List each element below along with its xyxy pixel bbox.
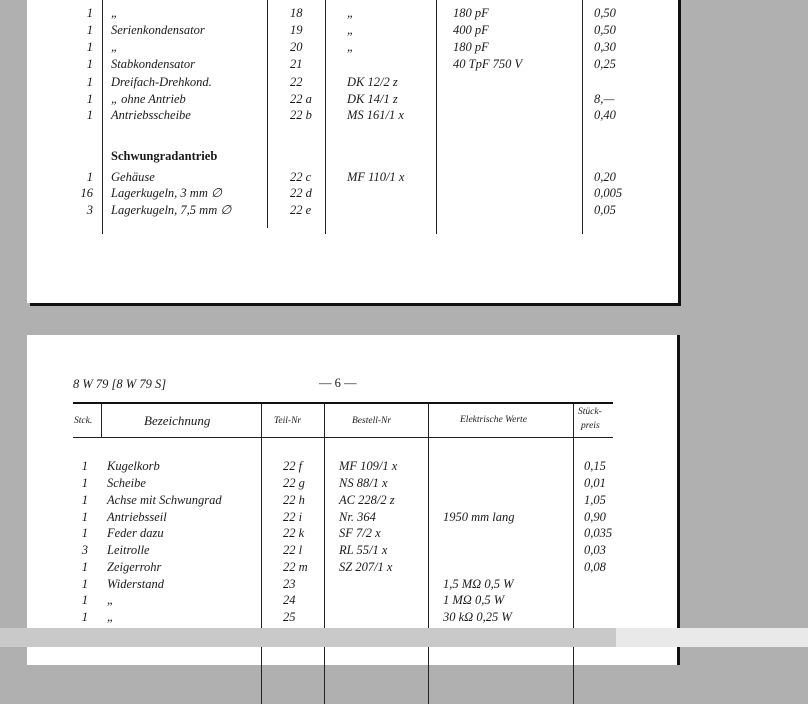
cell-elektrische-werte: 180 pF <box>453 40 489 54</box>
cell-stueckpreis: 0,50 <box>594 6 616 20</box>
cell-qty: 1 <box>86 92 93 106</box>
cell-bestell-nr: Nr. 364 <box>339 510 376 524</box>
cell-teil-nr: 22 e <box>290 203 312 217</box>
cell-stueckpreis: 0,40 <box>594 108 616 122</box>
cell-bestell-nr: MF 109/1 x <box>339 459 398 473</box>
cell-bezeichnung: Antriebsscheibe <box>111 108 191 122</box>
col-header-elektrische-werte: Elektrische Werte <box>460 415 527 425</box>
table-header-rule <box>73 437 613 438</box>
cell-qty: 1 <box>86 23 93 37</box>
cell-elektrische-werte: 30 kΩ 0,25 W <box>443 610 512 624</box>
col-header-bezeichnung: Bezeichnung <box>144 413 211 428</box>
cell-bestell-nr: RL 55/1 x <box>339 543 388 557</box>
cell-teil-nr: 22 f <box>283 459 303 473</box>
cell-qty: 3 <box>86 203 93 217</box>
cell-qty: 16 <box>80 186 93 200</box>
cell-qty: 1 <box>86 75 93 89</box>
cell-bezeichnung: Feder dazu <box>107 526 164 540</box>
cell-teil-nr: 22 g <box>283 476 305 490</box>
cell-bezeichnung: „ <box>111 6 118 20</box>
column-divider <box>573 404 574 704</box>
cell-teil-nr: 22 c <box>290 170 312 184</box>
cell-teil-nr: 22 a <box>290 92 312 106</box>
cell-elektrische-werte: 1 MΩ 0,5 W <box>443 593 505 607</box>
cell-teil-nr: 20 <box>290 40 303 54</box>
cell-qty: 1 <box>81 560 88 574</box>
cell-bestell-nr: „ <box>347 23 354 37</box>
cell-bezeichnung: Leitrolle <box>107 543 150 557</box>
cell-teil-nr: 23 <box>283 577 296 591</box>
cell-bezeichnung: Serienkondensator <box>111 23 205 37</box>
cell-bezeichnung: Widerstand <box>107 577 164 591</box>
cell-bezeichnung: Kugelkorb <box>107 459 160 473</box>
cell-stueckpreis: 0,005 <box>594 186 623 200</box>
col-header-bestell-nr: Bestell-Nr <box>352 416 392 426</box>
cell-bestell-nr: NS 88/1 x <box>339 476 388 490</box>
column-divider <box>325 0 326 234</box>
cell-qty: 1 <box>86 57 93 71</box>
cell-bestell-nr: „ <box>347 40 354 54</box>
document-page-upper <box>27 0 678 303</box>
cell-bezeichnung: Gehäuse <box>111 170 155 184</box>
column-divider <box>428 404 429 704</box>
cell-stueckpreis: 1,05 <box>584 493 606 507</box>
cell-qty: 1 <box>81 476 88 490</box>
cell-elektrische-werte: 1,5 MΩ 0,5 W <box>443 577 514 591</box>
cell-stueckpreis: 0,20 <box>594 170 616 184</box>
document-page-lower <box>27 335 677 665</box>
cell-bestell-nr: MS 161/1 x <box>347 108 404 122</box>
viewer-bottom-bar <box>0 628 616 647</box>
cell-bestell-nr: DK 12/2 z <box>347 75 398 89</box>
cell-bezeichnung: Scheibe <box>107 476 146 490</box>
cell-stueckpreis: 0,15 <box>584 459 606 473</box>
cell-stueckpreis: 0,50 <box>594 23 616 37</box>
cell-stueckpreis: 0,90 <box>584 510 606 524</box>
cell-stueckpreis: 0,05 <box>594 203 616 217</box>
cell-teil-nr: 24 <box>283 593 296 607</box>
cell-elektrische-werte: 40 TpF 750 V <box>453 57 523 71</box>
cell-teil-nr: 22 i <box>283 510 303 524</box>
page-number: — 6 — <box>319 376 357 390</box>
column-divider <box>324 404 325 704</box>
cell-bestell-nr: MF 110/1 x <box>347 170 405 184</box>
cell-bezeichnung: Achse mit Schwungrad <box>107 493 222 507</box>
cell-stueckpreis: 0,25 <box>594 57 616 71</box>
cell-bestell-nr: DK 14/1 z <box>347 92 398 106</box>
column-divider <box>436 0 437 234</box>
cell-teil-nr: 22 d <box>290 186 312 200</box>
viewer-bottom-bar-right <box>616 628 808 647</box>
cell-qty: 1 <box>81 593 88 607</box>
cell-stueckpreis: 8,— <box>594 92 615 106</box>
column-divider <box>267 0 268 228</box>
cell-qty: 1 <box>81 493 88 507</box>
cell-teil-nr: 22 b <box>290 108 312 122</box>
cell-bestell-nr: SZ 207/1 x <box>339 560 393 574</box>
cell-stueckpreis: 0,30 <box>594 40 616 54</box>
cell-qty: 1 <box>81 459 88 473</box>
cell-bestell-nr: AC 228/2 z <box>339 493 395 507</box>
cell-bezeichnung: Stabkondensator <box>111 57 196 71</box>
cell-teil-nr: 22 m <box>283 560 308 574</box>
column-divider <box>101 404 102 438</box>
cell-bezeichnung: Lagerkugeln, 7,5 mm ∅ <box>111 203 232 217</box>
column-divider <box>102 0 103 234</box>
col-header-stck: Stck. <box>74 416 93 426</box>
cell-qty: 1 <box>86 170 93 184</box>
cell-qty: 1 <box>86 6 93 20</box>
cell-stueckpreis: 0,035 <box>584 526 613 540</box>
col-header-teil-nr: Teil-Nr <box>274 416 302 426</box>
table-top-rule <box>73 402 613 404</box>
cell-qty: 3 <box>81 543 88 557</box>
cell-bestell-nr: SF 7/2 x <box>339 526 381 540</box>
cell-bezeichnung: Dreifach-Drehkond. <box>111 75 212 89</box>
cell-teil-nr: 21 <box>290 57 303 71</box>
page-header-model: 8 W 79 [8 W 79 S] <box>73 377 167 391</box>
cell-elektrische-werte: 400 pF <box>453 23 489 37</box>
cell-teil-nr: 18 <box>290 6 303 20</box>
cell-qty: 1 <box>81 610 88 624</box>
cell-bezeichnung: „ <box>107 593 114 607</box>
cell-teil-nr: 22 <box>290 75 303 89</box>
col-header-stueckpreis-2: preis <box>581 421 600 431</box>
cell-stueckpreis: 0,03 <box>584 543 606 557</box>
cell-bezeichnung: „ <box>111 40 118 54</box>
cell-teil-nr: 25 <box>283 610 296 624</box>
cell-qty: 1 <box>81 526 88 540</box>
cell-qty: 1 <box>81 577 88 591</box>
cell-teil-nr: 19 <box>290 23 303 37</box>
cell-bezeichnung: „ ohne Antrieb <box>111 92 186 106</box>
cell-teil-nr: 22 l <box>283 543 303 557</box>
cell-qty: 1 <box>86 40 93 54</box>
cell-bezeichnung: Lagerkugeln, 3 mm ∅ <box>111 186 222 200</box>
col-header-stueckpreis-1: Stück- <box>578 407 602 417</box>
column-divider <box>261 404 262 704</box>
cell-bezeichnung: Antriebsseil <box>107 510 167 524</box>
section-title: Schwungradantrieb <box>111 149 218 163</box>
cell-teil-nr: 22 k <box>283 526 305 540</box>
cell-elektrische-werte: 1950 mm lang <box>443 510 515 524</box>
cell-bezeichnung: Zeigerrohr <box>107 560 162 574</box>
cell-bezeichnung: „ <box>107 610 114 624</box>
cell-stueckpreis: 0,08 <box>584 560 606 574</box>
cell-bestell-nr: „ <box>347 6 354 20</box>
cell-stueckpreis: 0,01 <box>584 476 606 490</box>
cell-qty: 1 <box>81 510 88 524</box>
cell-teil-nr: 22 h <box>283 493 305 507</box>
column-divider <box>582 0 583 234</box>
cell-elektrische-werte: 180 pF <box>453 6 489 20</box>
cell-qty: 1 <box>86 108 93 122</box>
